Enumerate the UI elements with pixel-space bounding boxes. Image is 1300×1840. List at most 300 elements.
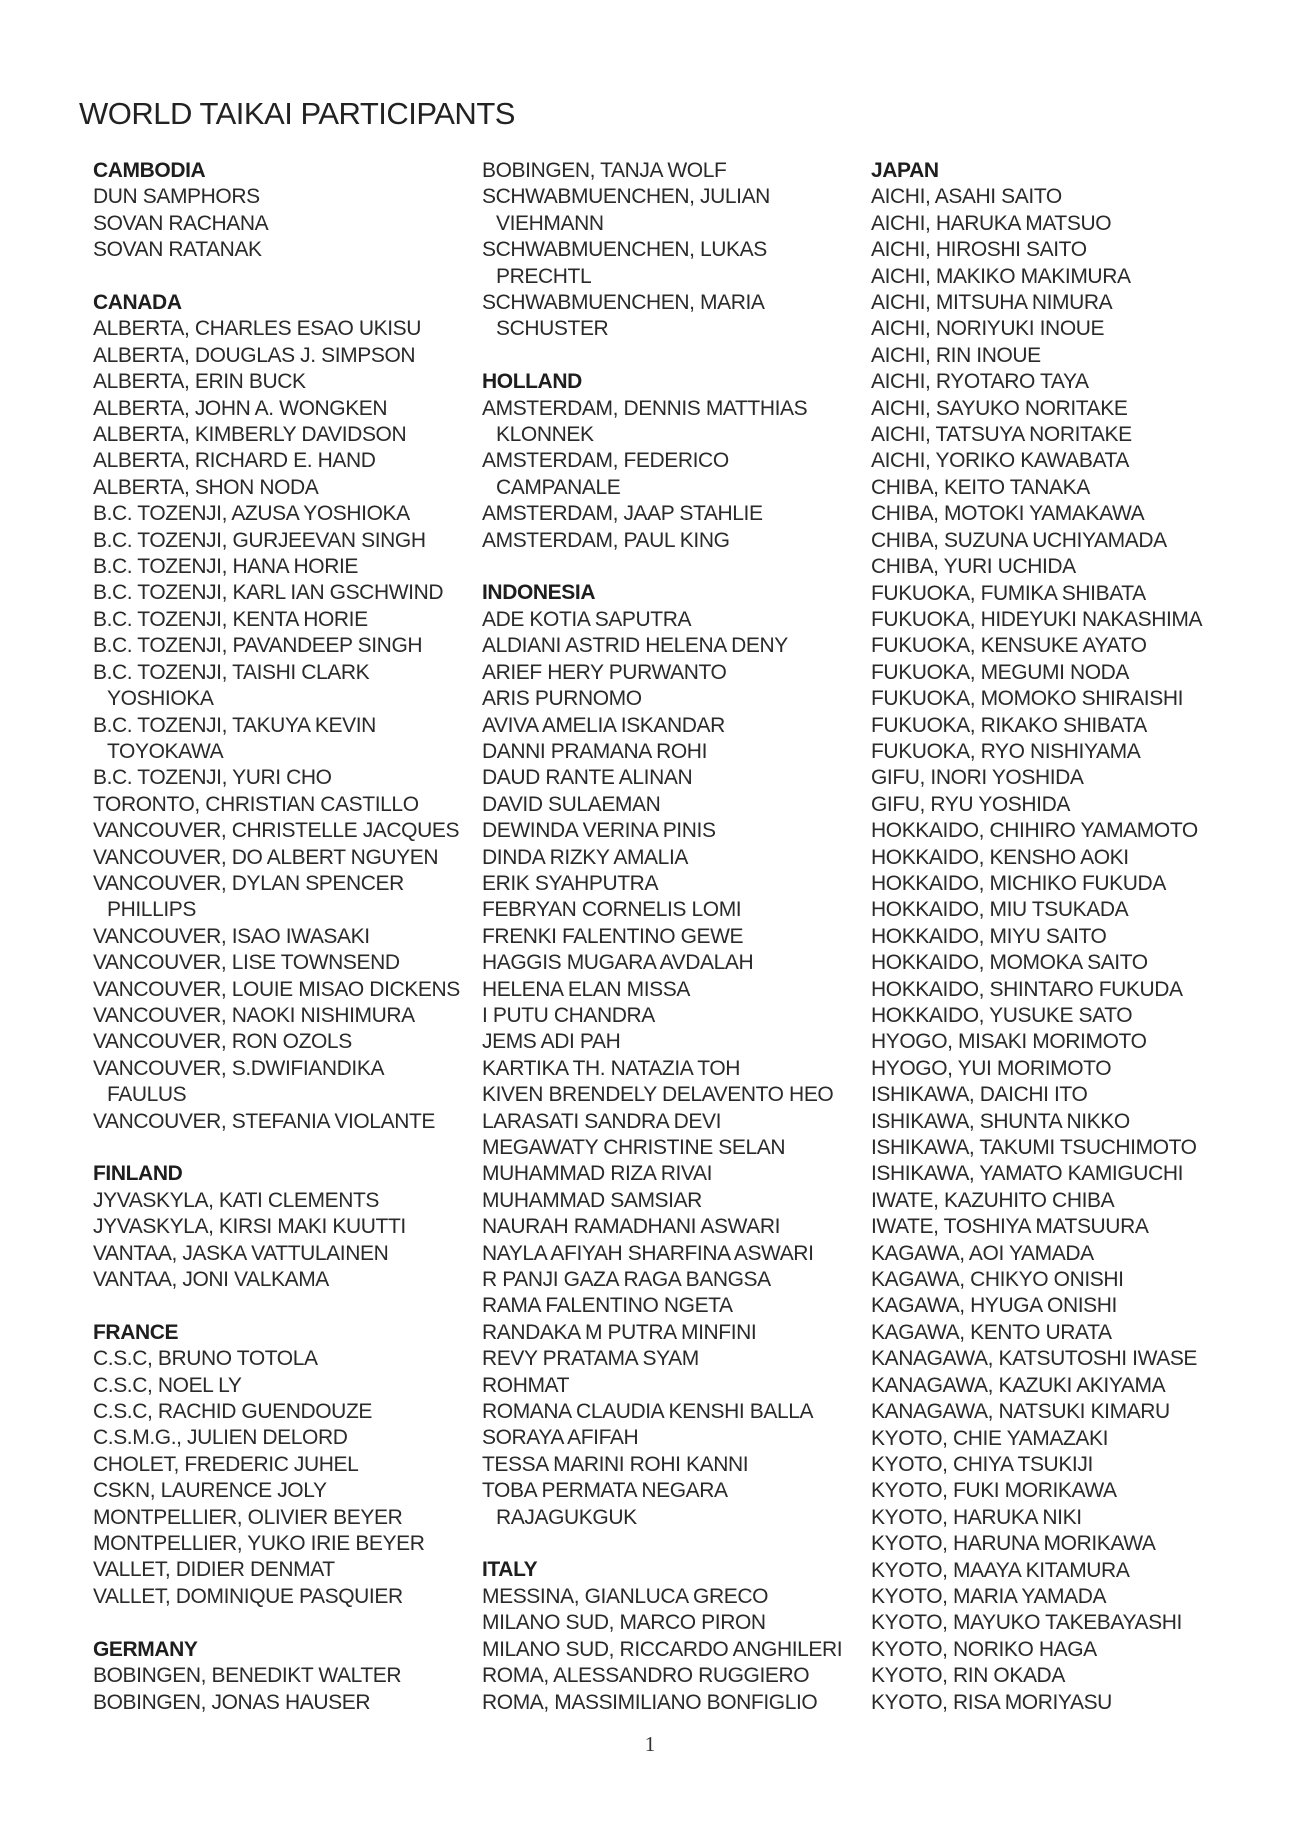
participants-column-3 [871,158,1261,1716]
participant-name: MONTPELLIER, YUKO IRIE BEYER [93,1532,425,1556]
participant-name: FUKUOKA, MOMOKO SHIRAISHI [871,687,1184,711]
participant-name: SCHWABMUENCHEN, LUKAS [482,238,767,262]
participant-entry [482,1056,872,1082]
participant-entry [871,607,1261,633]
participant-name: FUKUOKA, KENSUKE AYATO [871,634,1147,658]
participant-entry [871,554,1261,580]
participant-entry [871,1610,1261,1636]
participant-name: JYVASKYLA, KATI CLEMENTS [93,1188,380,1212]
participant-name: FUKUOKA, FUMIKA SHIBATA [871,581,1146,605]
participant-name-continued: VIEHMANN [496,211,604,235]
country-heading: CANADA [93,291,182,315]
participant-name: KYOTO, RIN OKADA [871,1664,1065,1688]
participant-name: GIFU, RYU YOSHIDA [871,792,1070,816]
participant-entry [93,1241,483,1267]
participant-entry [93,1452,483,1478]
participant-entry [482,845,872,871]
participant-name: FUKUOKA, RYO NISHIYAMA [871,739,1141,763]
participant-name-continued: SCHUSTER [496,317,609,341]
participant-name: B.C. TOZENJI, GURJEEVAN SINGH [93,528,426,552]
participant-entry [871,1267,1261,1293]
country-heading: ITALY [482,1558,538,1582]
participant-name: ROHMAT [482,1373,570,1397]
participant-entry [871,1373,1261,1399]
country-group [93,1637,483,1716]
participant-entry [871,1637,1261,1663]
participant-entry [482,448,872,501]
country-heading: GERMANY [93,1637,198,1661]
participant-entry [871,290,1261,316]
participant-name: KYOTO, FUKI MORIKAWA [871,1479,1117,1503]
participant-entry [871,448,1261,474]
group-spacer [93,1293,483,1319]
country-group [482,158,872,343]
participant-entry [93,818,483,844]
participant-entry [871,818,1261,844]
participant-entry [482,1293,872,1319]
participant-name: MUHAMMAD SAMSIAR [482,1188,702,1212]
participant-entry [871,871,1261,897]
participant-name: AMSTERDAM, FEDERICO [482,449,729,473]
participant-name: KYOTO, CHIE YAMAZAKI [871,1426,1109,1450]
participant-name: VANCOUVER, RON OZOLS [93,1030,352,1054]
participant-entry [482,184,872,237]
participant-name: SCHWABMUENCHEN, MARIA [482,291,765,315]
participant-entry [871,581,1261,607]
participant-entry [482,924,872,950]
participant-entry [93,607,483,633]
participant-name: C.S.M.G., JULIEN DELORD [93,1426,348,1450]
participant-name: DAUD RANTE ALINAN [482,766,693,790]
participant-name: DANNI PRAMANA ROHI [482,739,707,763]
participant-entry [871,1452,1261,1478]
country-group [482,369,872,554]
group-spacer [93,1135,483,1161]
participant-name: B.C. TOZENJI, HANA HORIE [93,555,359,579]
participant-name: VANCOUVER, LISE TOWNSEND [93,951,400,975]
country-heading: FRANCE [93,1320,179,1344]
participant-name: C.S.C, NOEL LY [93,1373,242,1397]
participant-name: C.S.C, BRUNO TOTOLA [93,1347,318,1371]
participant-name: AICHI, MITSUHA NIMURA [871,291,1113,315]
country-group [871,158,1261,1716]
participant-name: LARASATI SANDRA DEVI [482,1109,722,1133]
participant-entry [871,184,1261,210]
participant-entry [482,528,872,554]
participant-entry [871,264,1261,290]
participant-name: IWATE, KAZUHITO CHIBA [871,1188,1115,1212]
participant-name-continued: YOSHIOKA [107,687,214,711]
participant-entry [871,1426,1261,1452]
participant-name: JYVASKYLA, KIRSI MAKI KUUTTI [93,1215,406,1239]
participant-name: KAGAWA, HYUGA ONISHI [871,1294,1117,1318]
participant-entry [871,501,1261,527]
participant-name: HOKKAIDO, MICHIKO FUKUDA [871,871,1166,895]
country-group [93,158,483,264]
participant-name: HYOGO, MISAKI MORIMOTO [871,1030,1147,1054]
participant-entry [871,528,1261,554]
participant-name: AICHI, NORIYUKI INOUE [871,317,1105,341]
participant-name: ROMA, ALESSANDRO RUGGIERO [482,1664,810,1688]
participant-entry [482,818,872,844]
participant-name-continued: RAJAGUKGUK [496,1505,637,1529]
participant-entry [93,580,483,606]
participant-name: VANTAA, JONI VALKAMA [93,1268,329,1292]
participant-entry [482,1003,872,1029]
participant-name: ROMA, MASSIMILIANO BONFIGLIO [482,1690,818,1714]
participant-name: AICHI, YORIKO KAWABATA [871,449,1130,473]
participant-entry [871,765,1261,791]
participant-name: AICHI, TATSUYA NORITAKE [871,423,1132,447]
participant-name: B.C. TOZENJI, TAKUYA KEVIN [93,713,376,737]
participant-entry [93,1056,483,1109]
participant-entry [871,792,1261,818]
participant-name: B.C. TOZENJI, KARL IAN GSCHWIND [93,581,444,605]
participant-entry [93,924,483,950]
participant-name: AICHI, HARUKA MATSUO [871,211,1112,235]
participant-entry [482,237,872,290]
country-heading: HOLLAND [482,370,582,394]
participant-entry [482,1452,872,1478]
participant-entry [93,765,483,791]
country-heading: CAMBODIA [93,159,206,182]
participant-name-continued: FAULUS [107,1083,187,1107]
participant-entry [482,871,872,897]
participant-name: KYOTO, NORIKO HAGA [871,1637,1097,1661]
participant-name: HOKKAIDO, CHIHIRO YAMAMOTO [871,819,1198,843]
participant-entry [93,1029,483,1055]
participant-name: AMSTERDAM, PAUL KING [482,528,730,552]
participant-entry [93,950,483,976]
participant-name: AICHI, RYOTARO TAYA [871,370,1089,394]
participant-entry [93,343,483,369]
participant-entry [871,1109,1261,1135]
participant-name: IWATE, TOSHIYA MATSUURA [871,1215,1149,1239]
participant-entry [93,1003,483,1029]
participant-entry [93,528,483,554]
participant-name: VANCOUVER, LOUIE MISAO DICKENS [93,977,460,1001]
participant-entry [482,1478,872,1531]
participant-entry [871,845,1261,871]
participant-entry [482,1214,872,1240]
participant-entry [871,475,1261,501]
participant-name: ALDIANI ASTRID HELENA DENY [482,634,788,658]
participant-entry [482,1346,872,1372]
participant-entry [482,1399,872,1425]
participant-entry [871,633,1261,659]
participant-name: HOKKAIDO, KENSHO AOKI [871,845,1129,869]
participant-entry [871,1293,1261,1319]
participant-name: CSKN, LAURENCE JOLY [93,1479,327,1503]
participant-entry [871,739,1261,765]
participant-entry [93,1478,483,1504]
participants-column-2 [482,158,872,1716]
participant-entry [93,1584,483,1610]
participant-name: AICHI, SAYUKO NORITAKE [871,396,1128,420]
participant-entry [871,1188,1261,1214]
page-number: 1 [644,1732,656,1756]
participant-name-continued: PRECHTL [496,264,592,288]
participant-entry [482,1267,872,1293]
participant-name: MEGAWATY CHRISTINE SELAN [482,1136,786,1159]
participant-name: ALBERTA, KIMBERLY DAVIDSON [93,423,407,447]
participant-name: AMSTERDAM, JAAP STAHLIE [482,502,763,526]
participant-entry [482,1425,872,1451]
participant-entry [482,607,872,633]
participant-name: KYOTO, HARUNA MORIKAWA [871,1532,1156,1556]
participant-entry [482,633,872,659]
participant-entry [93,713,483,766]
participant-entry [871,1584,1261,1610]
participant-entry [871,1505,1261,1531]
participant-name: AMSTERDAM, DENNIS MATTHIAS [482,396,808,420]
participant-entry [871,1478,1261,1504]
participant-name: FUKUOKA, MEGUMI NODA [871,660,1130,684]
participant-name: TESSA MARINI ROHI KANNI [482,1452,749,1476]
participant-name: ALBERTA, DOUGLAS J. SIMPSON [93,343,416,367]
participant-name: CHIBA, SUZUNA UCHIYAMADA [871,528,1167,552]
participant-entry [482,1109,872,1135]
participant-name: ARIEF HERY PURWANTO [482,660,727,684]
participant-entry [871,897,1261,923]
participant-entry [482,660,872,686]
participant-entry [93,977,483,1003]
participant-name: ALBERTA, RICHARD E. HAND [93,449,376,473]
participant-entry [482,713,872,739]
participant-name-continued: KLONNEK [496,423,594,447]
country-heading: INDONESIA [482,581,596,605]
participant-name: ADE KOTIA SAPUTRA [482,607,692,631]
country-group [482,580,872,1531]
participant-name: HOKKAIDO, MIU TSUKADA [871,898,1129,922]
participant-name: FEBRYAN CORNELIS LOMI [482,898,742,922]
participant-name: B.C. TOZENJI, AZUSA YOSHIOKA [93,502,410,526]
participant-entry [93,396,483,422]
country-heading: JAPAN [871,159,939,182]
participant-entry [93,1505,483,1531]
participant-name: AICHI, HIROSHI SAITO [871,238,1087,262]
participant-name: MUHAMMAD RIZA RIVAI [482,1162,713,1186]
participant-name: NAURAH RAMADHANI ASWARI [482,1215,781,1239]
participant-entry [482,1584,872,1610]
participant-name-continued: TOYOKAWA [107,739,224,763]
participant-entry [871,1399,1261,1425]
group-spacer [93,264,483,290]
participant-name: SORAYA AFIFAH [482,1426,639,1450]
participant-name: DUN SAMPHORS [93,185,260,209]
participant-name: CHIBA, YURI UCHIDA [871,555,1076,579]
country-group [93,1320,483,1610]
participant-entry [482,1373,872,1399]
participant-name: VALLET, DIDIER DENMAT [93,1558,335,1582]
participant-name: B.C. TOZENJI, KENTA HORIE [93,607,368,631]
participant-name: AICHI, ASAHI SAITO [871,185,1062,209]
participant-name: B.C. TOZENJI, TAISHI CLARK [93,660,370,684]
participant-entry [482,792,872,818]
participant-entry [482,290,872,343]
participant-name: HOKKAIDO, YUSUKE SATO [871,1004,1133,1027]
participant-name: VANCOUVER, S.DWIFIANDIKA [93,1056,385,1080]
participants-column-1 [93,158,483,1716]
participant-name: BOBINGEN, BENEDIKT WALTER [93,1664,402,1688]
participant-entry [93,554,483,580]
country-group [482,1557,872,1715]
participant-name: ARIS PURNOMO [482,687,642,711]
participant-name: R PANJI GAZA RAGA BANGSA [482,1268,771,1292]
participant-entry [871,1320,1261,1346]
participant-name: TORONTO, CHRISTIAN CASTILLO [93,792,419,816]
participant-entry [871,1056,1261,1082]
participant-entry [871,924,1261,950]
participant-name-continued: PHILLIPS [107,898,197,922]
participant-name: HELENA ELAN MISSA [482,977,690,1001]
participant-name: CHIBA, KEITO TANAKA [871,475,1090,499]
participant-name: RANDAKA M PUTRA MINFINI [482,1320,757,1344]
participant-name: VANCOUVER, STEFANIA VIOLANTE [93,1109,435,1133]
participant-entry [871,316,1261,342]
participant-entry [871,1214,1261,1240]
participant-entry [93,1109,483,1135]
participant-entry [871,660,1261,686]
participant-name: DAVID SULAEMAN [482,792,661,816]
participant-entry [93,448,483,474]
participant-entry [93,845,483,871]
participant-entry [482,1082,872,1108]
participant-entry [93,211,483,237]
participant-name: FUKUOKA, RIKAKO SHIBATA [871,713,1147,737]
participant-name: FRENKI FALENTINO GEWE [482,924,744,948]
participant-entry [482,739,872,765]
participant-entry [482,1610,872,1636]
participant-entry [482,950,872,976]
participant-name: BOBINGEN, JONAS HAUSER [93,1690,371,1714]
participant-entry [93,1188,483,1214]
participant-name: SOVAN RATANAK [93,238,262,262]
participant-entry [871,1161,1261,1187]
participant-name: KAGAWA, CHIKYO ONISHI [871,1268,1124,1292]
participant-name: HOKKAIDO, MIYU SAITO [871,924,1107,948]
participant-name: KARTIKA TH. NATAZIA TOH [482,1056,741,1080]
participant-name: TOBA PERMATA NEGARA [482,1479,728,1503]
participant-name: AICHI, RIN INOUE [871,343,1041,367]
participant-entry [871,396,1261,422]
participant-name: ISHIKAWA, TAKUMI TSUCHIMOTO [871,1136,1197,1160]
group-spacer [482,1531,872,1557]
participant-entry [93,369,483,395]
participant-name: CHOLET, FREDERIC JUHEL [93,1452,359,1476]
participant-entry [871,1135,1261,1161]
participant-entry [93,1373,483,1399]
participant-name: RAMA FALENTINO NGETA [482,1294,733,1318]
participant-entry [482,765,872,791]
participant-entry [93,1425,483,1451]
participant-name: VANCOUVER, ISAO IWASAKI [93,924,370,948]
participant-name: BOBINGEN, TANJA WOLF [482,159,727,182]
participant-name: VANCOUVER, NAOKI NISHIMURA [93,1003,415,1027]
page-title: WORLD TAIKAI PARTICIPANTS [79,96,515,131]
participant-entry [871,1241,1261,1267]
participant-name: ERIK SYAHPUTRA [482,871,659,895]
group-spacer [93,1610,483,1636]
participant-name: FUKUOKA, HIDEYUKI NAKASHIMA [871,607,1203,631]
participant-entry [482,1188,872,1214]
participant-name: MESSINA, GIANLUCA GRECO [482,1584,769,1608]
participant-entry [93,475,483,501]
country-group [93,1161,483,1293]
participant-name: KYOTO, HARUKA NIKI [871,1505,1082,1529]
participant-entry [871,211,1261,237]
participant-name-continued: CAMPANALE [496,475,621,499]
participant-entry [93,422,483,448]
participant-entry [871,422,1261,448]
participant-name: NAYLA AFIYAH SHARFINA ASWARI [482,1241,814,1265]
country-heading: FINLAND [93,1162,183,1186]
participant-entry [482,158,872,184]
participant-name: VALLET, DOMINIQUE PASQUIER [93,1584,403,1608]
participant-entry [93,660,483,713]
participant-entry [93,792,483,818]
participant-entry [93,501,483,527]
participant-name: KANAGAWA, KAZUKI AKIYAMA [871,1373,1166,1397]
participant-name: VANCOUVER, DYLAN SPENCER [93,871,404,895]
participant-entry [871,686,1261,712]
participant-name: JEMS ADI PAH [482,1030,621,1054]
participant-name: ALBERTA, CHARLES ESAO UKISU [93,317,422,341]
participant-entry [871,369,1261,395]
participant-entry [482,396,872,449]
participant-entry [482,1241,872,1267]
participant-entry [482,1320,872,1346]
participant-name: MILANO SUD, RICCARDO ANGHILERI [482,1637,843,1661]
participant-name: SCHWABMUENCHEN, JULIAN [482,185,770,209]
participant-entry [871,237,1261,263]
participant-entry [871,1558,1261,1584]
participant-entry [482,1135,872,1161]
participant-name: MONTPELLIER, OLIVIER BEYER [93,1505,403,1529]
participant-name: VANCOUVER, CHRISTELLE JACQUES [93,819,460,843]
participant-name: ALBERTA, JOHN A. WONGKEN [93,396,388,420]
participant-entry [871,1346,1261,1372]
participant-entry [93,633,483,659]
participant-entry [93,184,483,210]
participant-name: KIVEN BRENDELY DELAVENTO HEO [482,1083,834,1107]
participant-name: HOKKAIDO, SHINTARO FUKUDA [871,977,1183,1001]
participant-entry [482,686,872,712]
participant-name: VANTAA, JASKA VATTULAINEN [93,1241,389,1265]
participant-entry [482,1637,872,1663]
participant-entry [482,897,872,923]
participant-entry [482,501,872,527]
participant-entry [871,1663,1261,1689]
participant-entry [871,1003,1261,1029]
participant-entry [482,977,872,1003]
participant-name: DINDA RIZKY AMALIA [482,845,688,869]
participant-entry [871,950,1261,976]
participant-name: SOVAN RACHANA [93,211,269,235]
participant-name: ROMANA CLAUDIA KENSHI BALLA [482,1400,814,1424]
participant-entry [93,1557,483,1583]
participant-name: KYOTO, RISA MORIYASU [871,1690,1112,1714]
participant-entry [93,1690,483,1716]
participant-name: CHIBA, MOTOKI YAMAKAWA [871,502,1145,526]
participant-name: AICHI, MAKIKO MAKIMURA [871,264,1131,288]
participant-name: KYOTO, MARIA YAMADA [871,1584,1107,1608]
country-group [93,290,483,1135]
participant-name: C.S.C, RACHID GUENDOUZE [93,1400,372,1424]
participant-name: MILANO SUD, MARCO PIRON [482,1611,766,1635]
participant-name: ISHIKAWA, SHUNTA NIKKO [871,1109,1130,1133]
participant-entry [93,1214,483,1240]
